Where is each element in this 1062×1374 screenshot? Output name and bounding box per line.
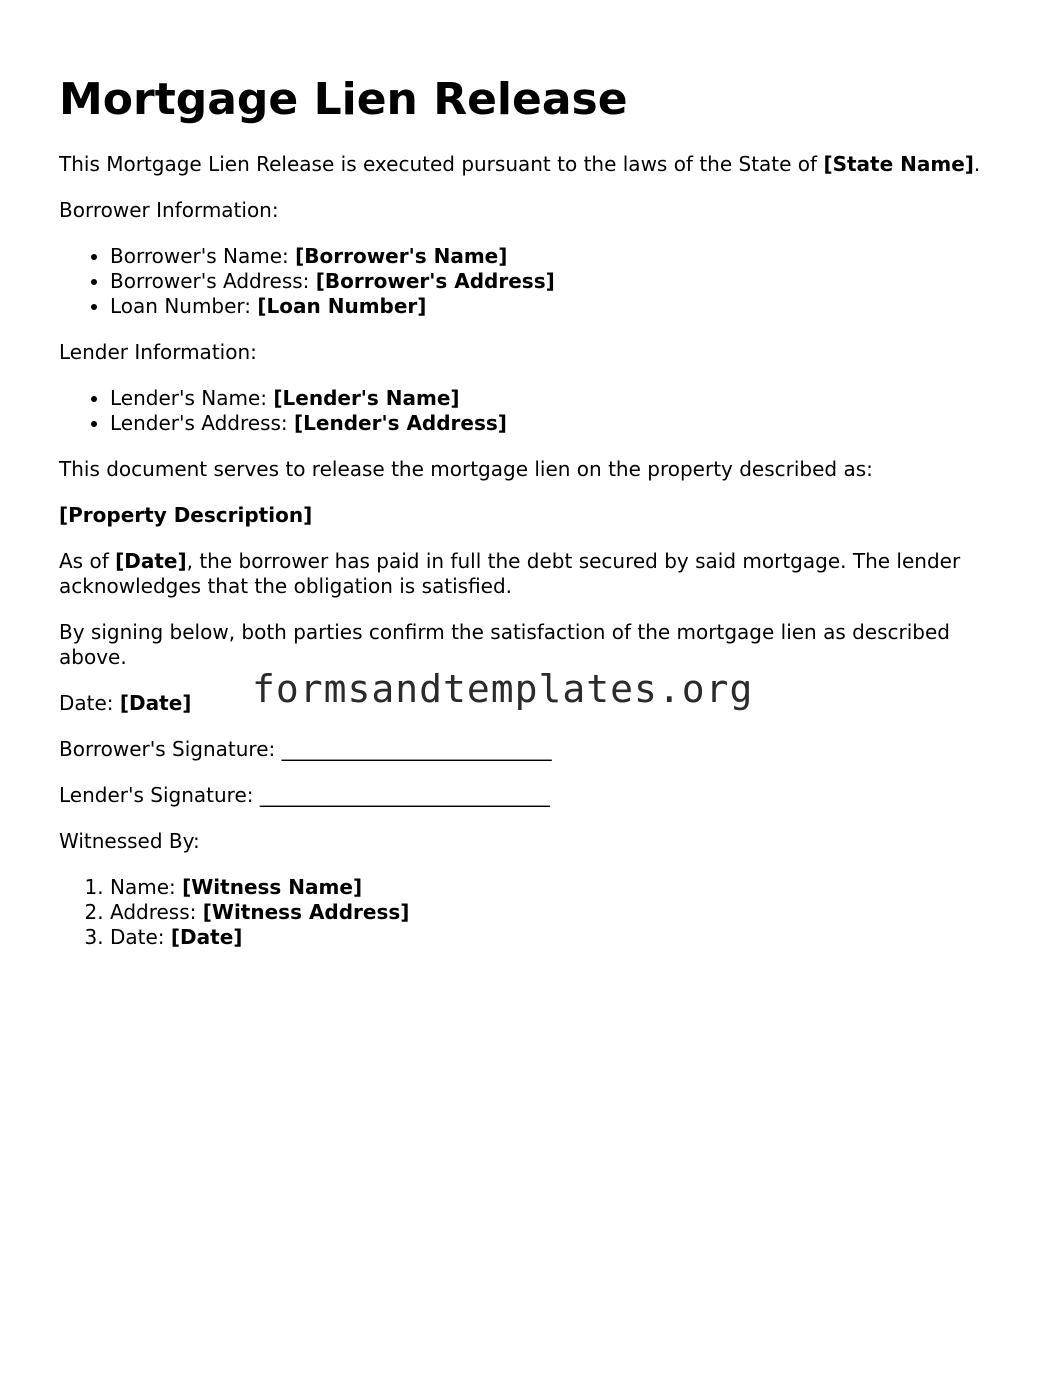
item-value: [Lender's Name]	[273, 386, 460, 410]
item-value: [Borrower's Address]	[315, 269, 555, 293]
document-page	[59, 70, 1009, 971]
intro-prefix: This Mortgage Lien Release is executed pursuant to the laws of the State of	[59, 152, 824, 176]
item-value: [Lender's Address]	[294, 411, 507, 435]
borrower-signature-line: Borrower's Signature: ___________________________	[59, 737, 552, 761]
date-label: Date:	[59, 691, 120, 715]
item-label: Name:	[110, 875, 183, 899]
paid-prefix: As of	[59, 549, 116, 573]
item-label: Lender's Name:	[110, 386, 274, 410]
list-item	[110, 269, 1009, 294]
watermark: formsandtemplates.org	[252, 667, 754, 711]
paid-date-placeholder: [Date]	[115, 549, 187, 573]
item-label: Lender's Address:	[110, 411, 295, 435]
lender-heading: Lender Information:	[59, 340, 257, 364]
release-statement: This document serves to release the mortgage lien on the property described as:	[59, 457, 873, 481]
list-item	[110, 411, 1009, 436]
item-label: Borrower's Address:	[110, 269, 316, 293]
list-item	[110, 925, 1009, 950]
lender-list	[59, 386, 1009, 436]
borrower-list	[59, 244, 1009, 319]
item-label: Address:	[110, 900, 203, 924]
list-item	[110, 244, 1009, 269]
list-item	[110, 900, 1009, 925]
item-value: [Witness Name]	[182, 875, 363, 899]
item-label: Borrower's Name:	[110, 244, 296, 268]
item-value: [Witness Address]	[202, 900, 410, 924]
item-value: [Borrower's Name]	[295, 244, 508, 268]
witness-heading: Witnessed By:	[59, 829, 200, 853]
list-item	[110, 386, 1009, 411]
intro-suffix: .	[973, 152, 981, 176]
lender-signature-line: Lender's Signature: _____________________________	[59, 783, 550, 807]
confirm-statement: By signing below, both parties confirm the satisfaction of the mortgage lien as described above.	[59, 620, 951, 669]
property-description	[59, 503, 1009, 528]
intro-paragraph	[59, 152, 1009, 177]
paid-paragraph	[59, 549, 1009, 599]
item-value: [Loan Number]	[257, 294, 427, 318]
list-item	[110, 294, 1009, 319]
witness-list	[59, 875, 1009, 950]
document-title: Mortgage Lien Release	[59, 74, 628, 125]
item-label: Loan Number:	[110, 294, 258, 318]
borrower-heading: Borrower Information:	[59, 198, 279, 222]
property-description-placeholder: [Property Description]	[59, 503, 313, 527]
paid-suffix: , the borrower has paid in full the debt secured by said mortgage. The lender acknowledges that the obligation is satisfied.	[59, 549, 961, 598]
item-label: Date:	[110, 925, 171, 949]
date-placeholder: [Date]	[119, 691, 192, 715]
state-name-placeholder: [State Name]	[823, 152, 974, 176]
item-value: [Date]	[170, 925, 243, 949]
list-item	[110, 875, 1009, 900]
